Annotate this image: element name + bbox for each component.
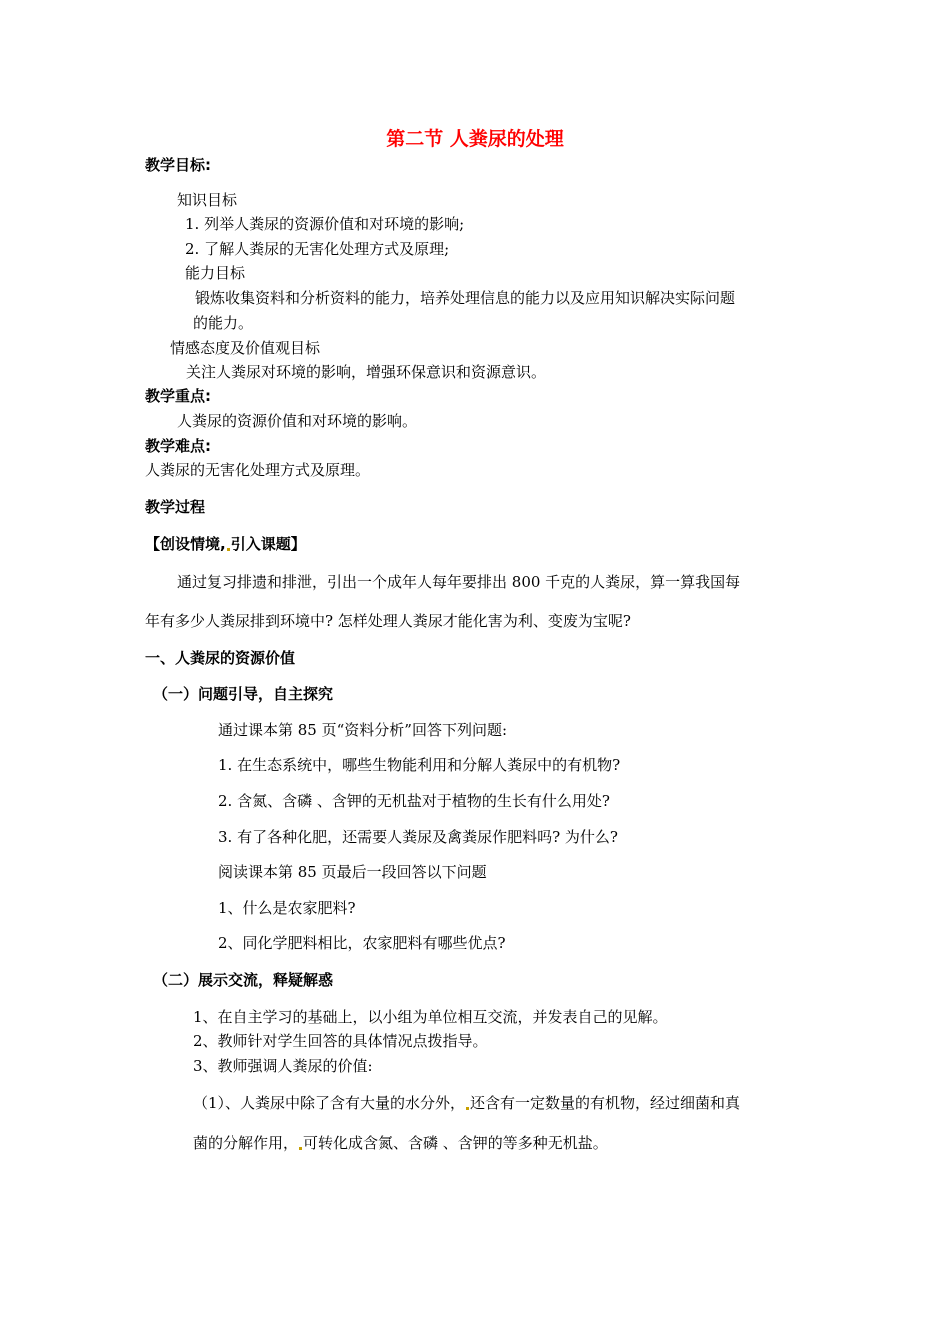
question-item: 2. 含氮、含磷 、含钾的无机盐对于植物的生长有什么用处? [218,792,610,810]
value-paragraph-cont-part1: 菌的分解作用， [193,1134,299,1152]
exchange-item: 1、在自主学习的基础上，以小组为单位相互交流，并发表自己的见解。 [193,1008,668,1026]
question-item: 1、什么是农家肥料? [218,899,356,917]
key-point-text: 人粪尿的资源价值和对环境的影响。 [177,412,418,430]
subsection1-heading: （一）问题引导，自主探究 [153,685,334,703]
knowledge-item: 1. 列举人粪尿的资源价值和对环境的影响; [185,215,465,233]
knowledge-objectives-heading: 知识目标 [177,191,238,209]
text-marker [466,1107,469,1110]
key-point-heading: 教学重点: [145,387,211,405]
subsection2-heading: （二）展示交流，释疑解惑 [153,971,334,989]
question-item: 2、同化学肥料相比，农家肥料有哪些优点? [218,934,506,952]
subsection1-lead2: 阅读课本第 85 页最后一段回答以下问题 [218,863,487,881]
text-marker [227,548,230,551]
value-paragraph-part1: （1）、人粪尿中除了含有大量的水分外， [193,1094,466,1112]
text-marker [299,1147,302,1150]
intro-paragraph-cont: 年有多少人粪尿排到环境中? 怎样处理人粪尿才能化害为利、变废为宝呢? [145,612,631,630]
intro-heading [145,534,306,554]
difficulty-text: 人粪尿的无害化处理方式及原理。 [145,461,371,479]
ability-objectives-text-cont: 的能力。 [193,314,254,332]
intro-heading-part1: 【创设情境, [145,535,226,553]
ability-objectives-text: 锻炼收集资料和分析资料的能力，培养处理信息的能力以及应用知识解决实际问题 [195,289,736,307]
intro-paragraph: 通过复习排遗和排泄，引出一个成年人每年要排出 800 千克的人粪尿，算一算我国每 [177,573,741,591]
value-paragraph-part2: 还含有一定数量的有机物，经过细菌和真 [470,1094,741,1112]
value-paragraph-cont [193,1133,608,1153]
exchange-item: 3、教师强调人粪尿的价值: [193,1057,373,1075]
exchange-item: 2、教师针对学生回答的具体情况点拨指导。 [193,1032,488,1050]
attitude-objectives-text: 关注人粪尿对环境的影响，增强环保意识和资源意识。 [186,363,547,381]
question-item: 1. 在生态系统中，哪些生物能利用和分解人粪尿中的有机物? [218,756,621,774]
process-heading: 教学过程 [145,498,206,516]
difficulty-heading: 教学难点: [145,437,211,455]
attitude-objectives-heading: 情感态度及价值观目标 [170,339,321,357]
question-item: 3. 有了各种化肥，还需要人粪尿及禽粪尿作肥料吗? 为什么? [218,828,618,846]
subsection1-lead: 通过课本第 85 页“资料分析”回答下列问题: [218,721,508,739]
value-paragraph-cont-part2: 可转化成含氮、含磷 、含钾的等多种无机盐。 [303,1134,608,1152]
value-paragraph [193,1093,740,1113]
knowledge-item: 2. 了解人粪尿的无害化处理方式及原理; [185,240,450,258]
section1-heading: 一、人粪尿的资源价值 [145,649,296,667]
objectives-heading: 教学目标: [145,156,211,174]
ability-objectives-heading: 能力目标 [185,264,246,282]
intro-heading-part2: 引入课题】 [230,535,306,553]
page-title: 第二节 人粪尿的处理 [386,128,564,150]
